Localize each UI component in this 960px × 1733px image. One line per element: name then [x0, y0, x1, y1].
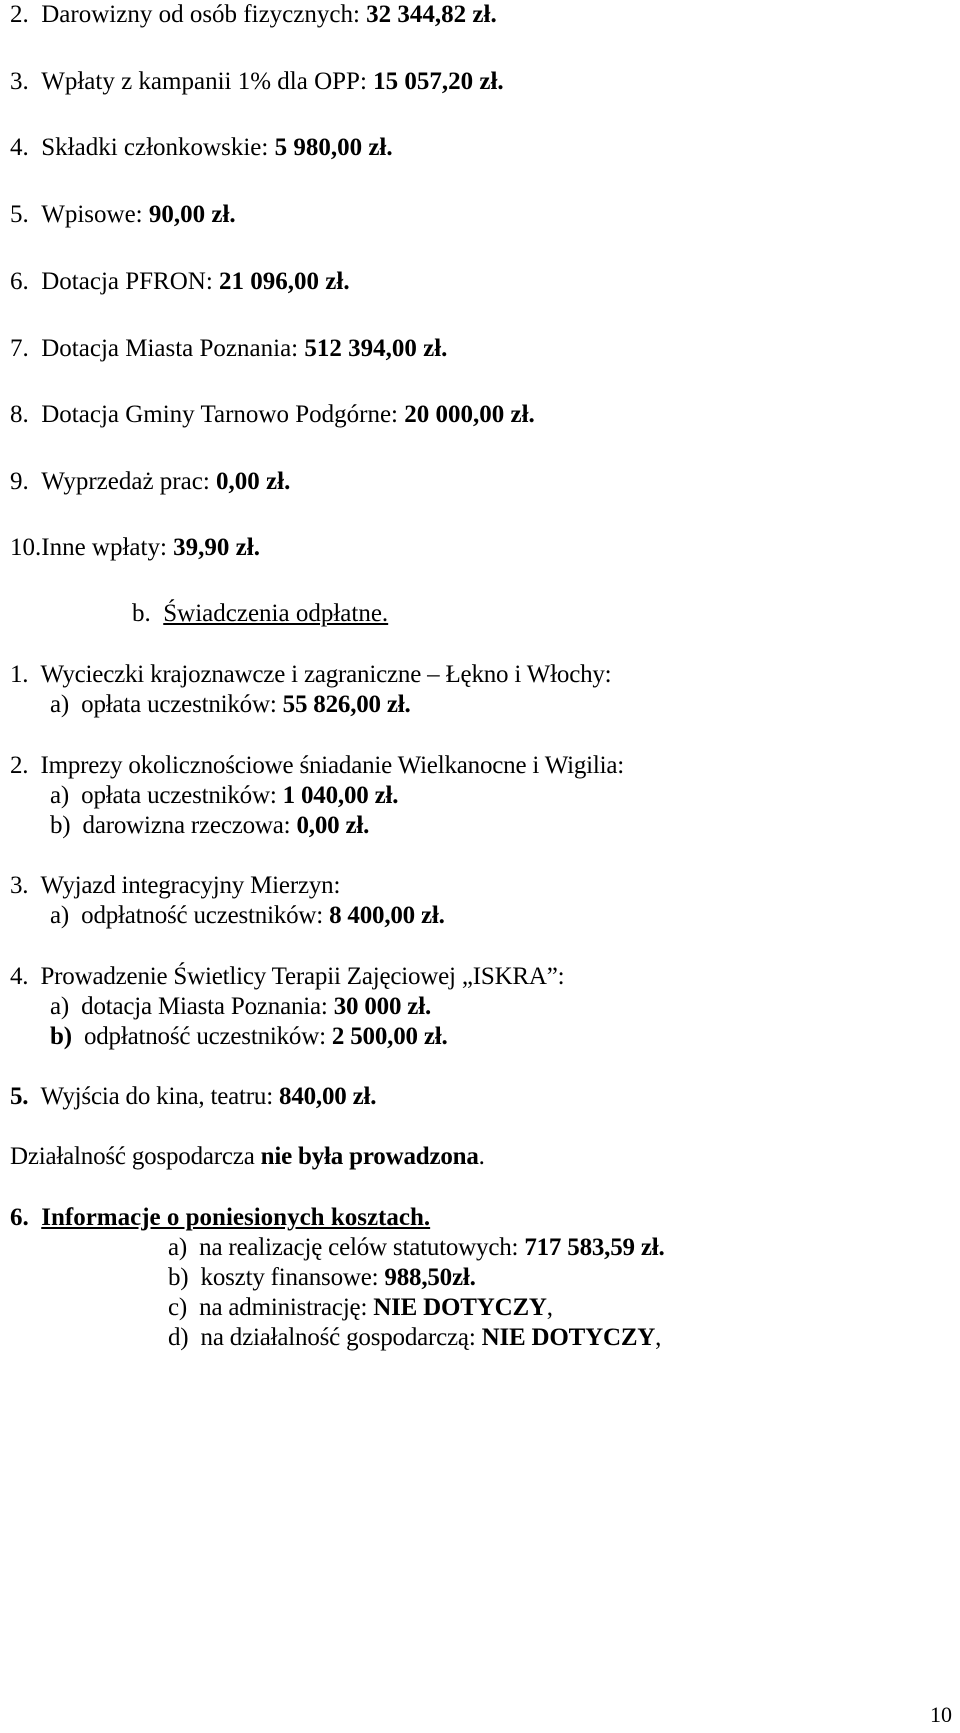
- list-item: 5. Wpisowe: 90,00 zł.: [10, 201, 236, 228]
- list-item: 6. Dotacja PFRON: 21 096,00 zł.: [10, 268, 350, 295]
- section-heading: 6. Informacje o poniesionych kosztach.: [10, 1204, 431, 1231]
- item-title: 1. Wycieczki krajoznawcze i zagraniczne – Łękno i Włochy:: [10, 661, 612, 688]
- list-item: 2. Darowizny od osób fizycznych: 32 344,82 zł.: [10, 1, 497, 28]
- item-title: 3. Wyjazd integracyjny Mierzyn:: [10, 872, 341, 899]
- sub-item: b) odpłatność uczestników: 2 500,00 zł.: [50, 1023, 448, 1050]
- list-item: 9. Wyprzedaż prac: 0,00 zł.: [10, 468, 291, 495]
- section-heading: b. Świadczenia odpłatne.: [132, 600, 389, 627]
- item-title: 2. Imprezy okolicznościowe śniadanie Wielkanocne i Wigilia:: [10, 752, 625, 779]
- list-item: 7. Dotacja Miasta Poznania: 512 394,00 zł.: [10, 335, 448, 362]
- sub-item: a) odpłatność uczestników: 8 400,00 zł.: [50, 902, 445, 929]
- sub-item: d) na działalność gospodarczą: NIE DOTYCZY,: [168, 1324, 662, 1351]
- list-item: 8. Dotacja Gminy Tarnowo Podgórne: 20 000,00 zł.: [10, 401, 535, 428]
- sub-item: a) dotacja Miasta Poznania: 30 000 zł.: [50, 993, 431, 1020]
- list-item: 4. Składki członkowskie: 5 980,00 zł.: [10, 134, 393, 161]
- sub-item: a) opłata uczestników: 55 826,00 zł.: [50, 691, 411, 718]
- item-title: 5. Wyjścia do kina, teatru: 840,00 zł.: [10, 1083, 377, 1110]
- sub-item: c) na administrację: NIE DOTYCZY,: [168, 1294, 553, 1321]
- page-number: 10: [930, 1702, 952, 1727]
- list-item: 3. Wpłaty z kampanii 1% dla OPP: 15 057,20 zł.: [10, 68, 504, 95]
- sub-item: a) opłata uczestników: 1 040,00 zł.: [50, 782, 399, 809]
- item-title: 4. Prowadzenie Świetlicy Terapii Zajęciowej „ISKRA”:: [10, 963, 565, 990]
- sub-item: b) darowizna rzeczowa: 0,00 zł.: [50, 812, 370, 839]
- sub-item: a) na realizację celów statutowych: 717 583,59 zł.: [168, 1234, 665, 1261]
- list-item: 10.Inne wpłaty: 39,90 zł.: [10, 534, 260, 561]
- business-note: Działalność gospodarcza nie była prowadzona.: [10, 1143, 485, 1170]
- sub-item: b) koszty finansowe: 988,50zł.: [168, 1264, 476, 1291]
